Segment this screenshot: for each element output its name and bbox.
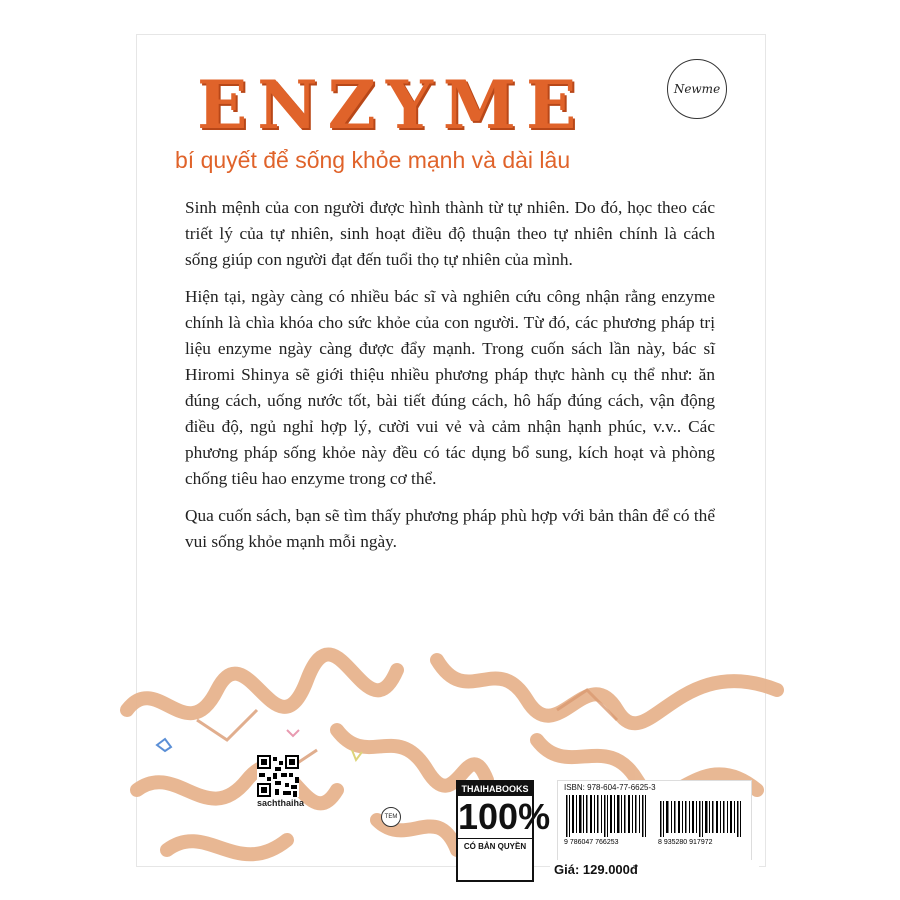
- description: [185, 195, 715, 566]
- badge-brand: THAIHABOOKS: [458, 782, 532, 796]
- badge-number: 100%: [458, 796, 551, 837]
- isbn-barcode-block: [557, 780, 752, 861]
- book-back-cover: [137, 35, 765, 877]
- qr-code-icon: [257, 755, 299, 797]
- description-paragraph-1: Sinh mệnh của con người được hình thành từ tự nhiên. Do đó, học theo các triết lý của tự nhiên, sinh hoạt điều độ thuận theo tự nhiên chính là cách sống giúp con người đạt đến tuổi thọ tự nhiên của mình.: [185, 198, 715, 269]
- book-subtitle: bí quyết để sống khỏe mạnh và dài lâu: [175, 147, 571, 173]
- copyright-badge: [456, 780, 551, 882]
- publisher-logo: [667, 59, 727, 119]
- description-paragraph-3: Qua cuốn sách, bạn sẽ tìm thấy phương pháp phù hợp với bản thân để có thể vui sống khỏe mạnh mỗi ngày.: [185, 506, 715, 551]
- stamp-tem: TEM: [381, 807, 401, 827]
- isbn-label: ISBN: 978-604-77-6625-3: [564, 783, 656, 792]
- barcode-number-2: 8 935280 917972: [658, 839, 713, 846]
- barcode-icon-1: [564, 795, 654, 845]
- publisher-logo-text: Newme: [673, 82, 721, 96]
- book-title: ENZYME: [197, 66, 587, 144]
- barcode-icon-2: [658, 795, 748, 845]
- barcode-number-1: 9 786047 766253: [564, 839, 619, 846]
- description-paragraph-2: Hiện tại, ngày càng có nhiều bác sĩ và nghiên cứu công nhận rằng enzyme chính là chìa khóa cho sức khỏe của con người. Từ đó, các phương pháp trị liệu enzyme ngày càng được đẩy mạnh. Trong cuốn sách lần này, bác sĩ Hiromi Shinya sẽ giới thiệu nhiều phương pháp thực hành cụ thể như: ăn đúng cách, uống nước tốt, bài tiết đúng cách, hô hấp đúng cách, vận động điều độ, ngủ nghỉ hợp lý, cười vui vẻ và cảm nhận hạnh phúc, v.v.. Các phương pháp sống khỏe này đều có tác dụng bổ sung, kích hoạt và phòng chống tiêu hao enzyme trong cơ thể.: [185, 287, 715, 488]
- qr-code-block: [257, 755, 305, 808]
- price-label: Giá: 129.000đ: [550, 860, 759, 880]
- qr-label: sachthaiha: [257, 798, 305, 808]
- badge-subtitle: CÓ BẢN QUYỀN: [458, 838, 532, 851]
